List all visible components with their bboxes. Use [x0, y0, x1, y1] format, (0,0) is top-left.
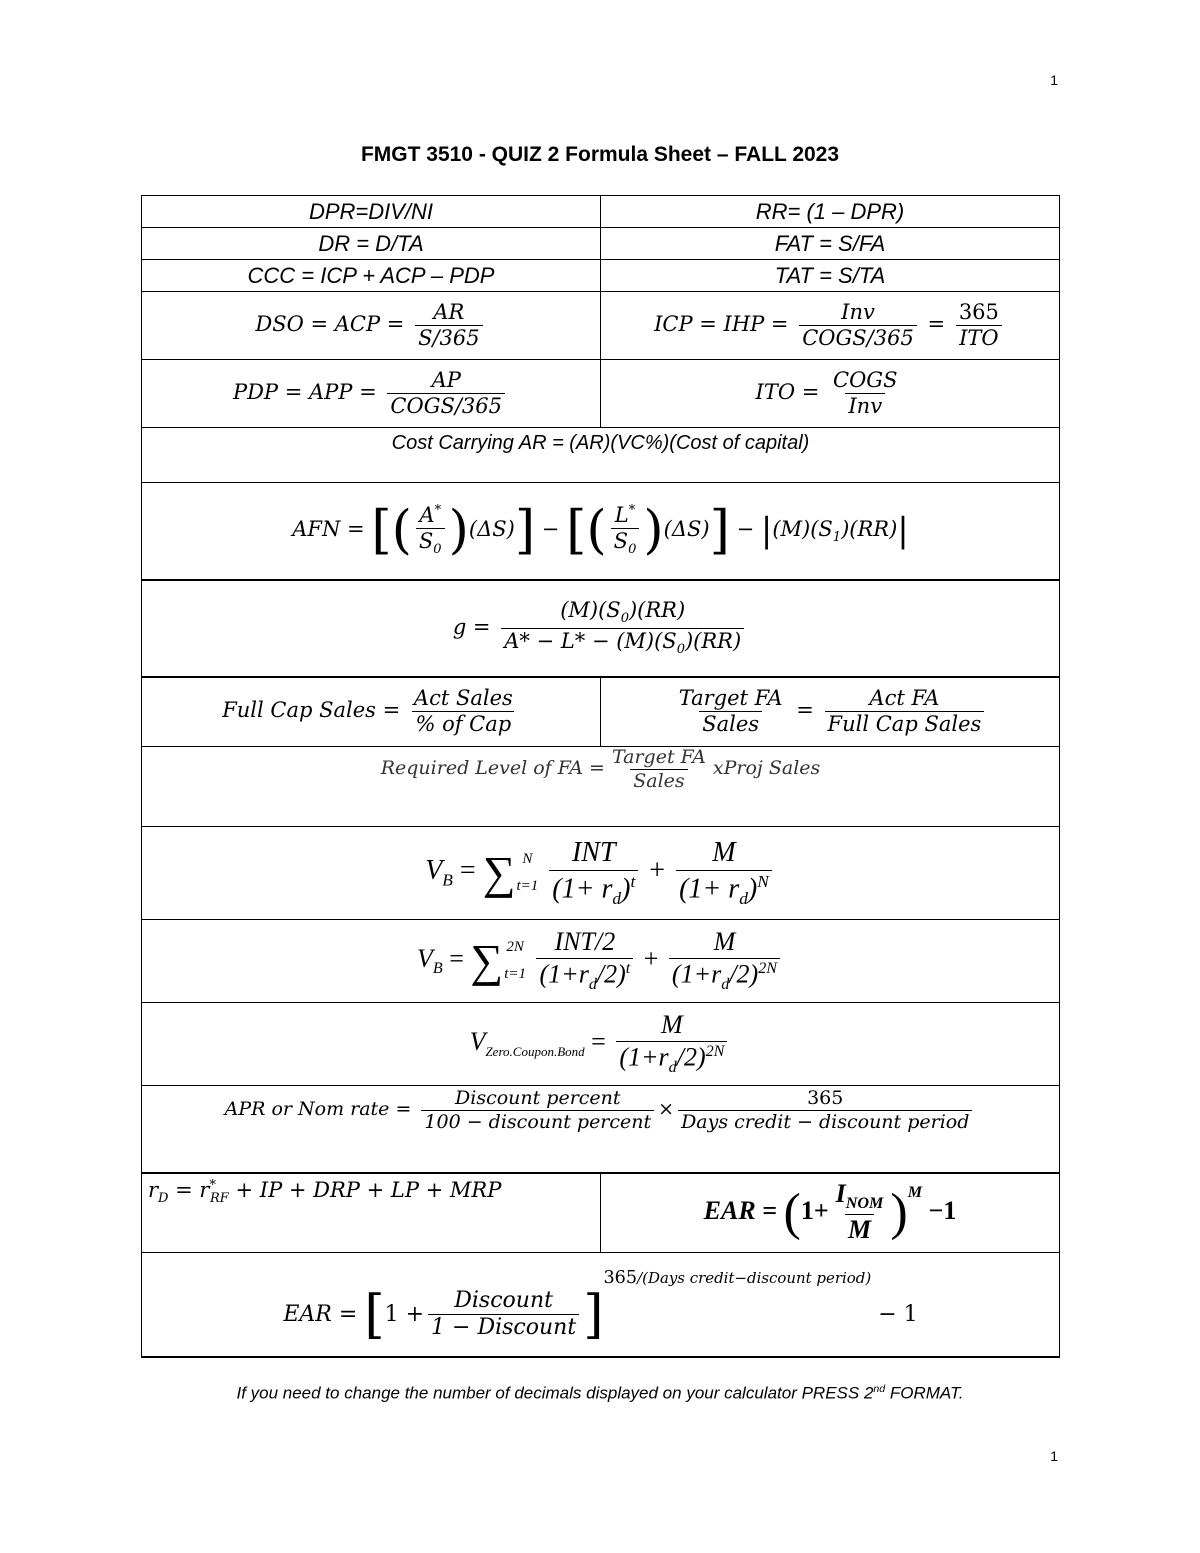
apr-fraction-1: [421, 1088, 654, 1133]
vb-annual-sigma-bottom: t=1: [516, 878, 539, 894]
dr-cell: [142, 228, 601, 260]
target-fa-numerator: Target FA: [678, 686, 783, 711]
ear-discount-bracket-open: [: [364, 1284, 385, 1345]
afn-bar-close: |: [897, 510, 909, 551]
vb-annual-numerator-1: INT: [571, 837, 616, 869]
ccc-formula: CCC = ICP + ACP – PDP: [247, 262, 495, 288]
target-fa-denominator: Sales: [699, 711, 762, 736]
afn-l-fraction: [611, 504, 640, 558]
rr-formula: RR= (1 – DPR): [755, 198, 905, 224]
ccc-cell: [142, 260, 601, 292]
dr-formula: DR = D/TA: [318, 230, 424, 256]
apr-formula: [224, 1087, 977, 1133]
full-cap-numerator: Act Sales: [413, 686, 513, 711]
zero-coupon-equals: =: [591, 1026, 606, 1056]
icp-fraction-2: [956, 301, 1002, 350]
vb-annual-formula: [425, 837, 776, 908]
zero-coupon-cell: [142, 1003, 1060, 1086]
g-lhs: g =: [452, 614, 491, 639]
table-row: [142, 1253, 1060, 1357]
vb-annual-sigma-top: N: [522, 851, 533, 867]
vb-annual-v: $V_B$: [425, 855, 453, 891]
vb-semi-plus: +: [643, 943, 659, 973]
vb-semi-denominator-1: $(1+r_d/2)^t$: [536, 958, 633, 994]
table-row: [142, 580, 1060, 677]
afn-tail-sub: 1: [832, 530, 842, 546]
icp-numerator: Inv: [841, 299, 875, 324]
full-cap-fraction: [411, 687, 516, 736]
zero-coupon-numerator: M: [661, 1010, 683, 1040]
target-fa-cell: [601, 677, 1060, 747]
vb-annual-denominator-2: $(1+ r_d)^N$: [676, 870, 772, 908]
ito-formula: [755, 367, 905, 418]
ear-nom-tail: −1: [928, 1195, 957, 1225]
zero-coupon-formula: [469, 1010, 732, 1076]
afn-bracket-close-2: ]: [709, 500, 730, 561]
icp-lhs: ICP = IHP =: [654, 312, 789, 336]
afn-paren-close: ): [448, 500, 469, 561]
ear-nom-numerator: $I_{NOM}$: [835, 1179, 884, 1213]
afn-bracket-open: [(: [371, 500, 412, 561]
pdp-numerator: AP: [431, 367, 461, 392]
ear-discount-lhs: EAR =: [283, 1301, 358, 1327]
vb-semi-sigma-top: 2N: [506, 938, 524, 955]
apr-denominator-1: 100 − discount percent: [421, 1110, 654, 1133]
afn-minus-2: −: [736, 517, 755, 542]
dpr-formula: DPR=DIV/NI: [308, 198, 434, 224]
afn-a-denominator: $S_0$: [416, 528, 445, 558]
icp-cell: [601, 292, 1060, 360]
afn-bar-open: |: [760, 510, 773, 551]
ito-denominator: Inv: [845, 393, 885, 418]
icp-fraction: [799, 301, 917, 350]
table-row: [142, 920, 1060, 1003]
table-row: [142, 483, 1060, 580]
g-cell: [142, 580, 1060, 677]
icp-formula: [654, 299, 1006, 350]
required-fa-rhs: xProj Sales: [712, 757, 821, 780]
ear-discount-denominator: 1 − Discount: [428, 1314, 579, 1340]
apr-denominator-2: Days credit − discount period: [678, 1110, 972, 1133]
afn-bracket-close: ]: [514, 500, 536, 561]
dso-formula: [255, 299, 486, 350]
required-fa-formula: [380, 746, 821, 792]
vb-semi-numerator-2: M: [713, 927, 736, 957]
page-number-top: 1: [1050, 72, 1058, 88]
rd-formula: $r_D = r^*_{RF}$ + IP + DRP + LP + MRP: [148, 1177, 502, 1206]
afn-a-numerator: A*: [419, 502, 442, 527]
ito-numerator: COGS: [833, 367, 898, 392]
target-fa-fraction-2: [825, 687, 985, 736]
pdp-fraction: [387, 369, 505, 418]
table-row: [142, 1173, 1060, 1253]
table-row: [142, 360, 1060, 428]
sigma-icon: ∑: [470, 934, 504, 986]
target-fa-fraction: [676, 687, 786, 736]
ear-nom-lhs: EAR =: [703, 1195, 777, 1225]
ear-nom-denominator: M: [845, 1214, 874, 1245]
fat-formula: FAT = S/FA: [774, 230, 886, 256]
sigma-icon: ∑: [482, 847, 516, 898]
dpr-cell: [142, 196, 601, 228]
required-fa-fraction: [609, 747, 709, 792]
full-cap-formula: [222, 686, 520, 737]
calculator-footnote: If you need to change the number of decimals displayed on your calculator PRESS 2nd FORMAT.: [236, 1383, 964, 1403]
afn-a-fraction: [416, 504, 445, 558]
ear-discount-fraction: [428, 1289, 579, 1340]
vb-semi-equals: =: [449, 943, 464, 973]
vb-annual-denominator-1: $(1+ r_d)^t$: [549, 870, 638, 908]
icp-numerator-2: 365: [958, 299, 999, 324]
table-row: [142, 228, 1060, 260]
vb-semi-numerator-1: INT/2: [554, 927, 616, 957]
vb-semi-formula: [416, 927, 784, 993]
cost-carrying-formula: Cost Carrying AR = (AR)(VC%)(Cost of capital): [391, 432, 810, 454]
ear-nom-paren-close: ): [890, 1183, 908, 1241]
dso-fraction: [415, 301, 483, 350]
required-fa-cell: [142, 747, 1060, 827]
afn-l-numerator: L*: [614, 502, 636, 527]
rr-cell: [601, 196, 1060, 228]
g-denominator: $A* - L* - (M)(S_0)(RR)$: [501, 628, 744, 658]
target-fa-equals: =: [796, 698, 814, 723]
apr-lhs: APR or Nom rate =: [224, 1098, 412, 1121]
vb-annual-sum: [482, 847, 539, 898]
dso-numerator: AR: [433, 299, 465, 324]
required-fa-lhs: Required Level of FA =: [380, 757, 605, 780]
full-cap-lhs: Full Cap Sales =: [222, 698, 401, 723]
g-numerator: $(M)(S_0)(RR)$: [560, 598, 686, 627]
table-row: [142, 260, 1060, 292]
apr-numerator-2: 365: [807, 1087, 844, 1109]
ear-discount-formula: [283, 1267, 918, 1345]
full-cap-denominator: % of Cap: [412, 711, 514, 736]
required-fa-denominator: Sales: [630, 769, 687, 792]
g-fraction: [501, 599, 744, 657]
ear-nom-exponent: M: [907, 1183, 923, 1201]
apr-cell: [142, 1086, 1060, 1173]
table-row: [142, 1003, 1060, 1086]
icp-equals: =: [927, 312, 946, 336]
afn-cell: [142, 483, 1060, 580]
ito-fraction: [830, 369, 900, 418]
vb-annual-plus: +: [649, 855, 666, 887]
g-formula: [452, 598, 748, 657]
vb-semi-fraction-1: [536, 928, 633, 993]
page-number-bottom: 1: [1050, 1448, 1058, 1464]
afn-minus-1: −: [541, 517, 560, 542]
zero-coupon-denominator: $(1+r_d/2)^{2N}$: [616, 1041, 727, 1077]
afn-tail-end: )(RR): [841, 517, 898, 542]
table-row: [142, 1086, 1060, 1173]
ear-discount-numerator: Discount: [454, 1288, 553, 1314]
pdp-cell: [142, 360, 601, 428]
pdp-formula: [232, 367, 509, 418]
ear-discount-bracket-close: ]: [583, 1284, 604, 1345]
table-row: [142, 827, 1060, 920]
table-row: [142, 292, 1060, 360]
ear-discount-cell: [142, 1253, 1060, 1357]
afn-l-denominator: $S_0$: [611, 528, 640, 558]
full-cap-cell: [142, 677, 601, 747]
formula-table: [141, 195, 1060, 1358]
vb-annual-fraction-1: [549, 838, 638, 908]
apr-numerator-1: Discount percent: [455, 1087, 621, 1109]
vb-annual-cell: [142, 827, 1060, 920]
ear-nom-formula: [703, 1179, 957, 1245]
rd-cell: [142, 1173, 601, 1253]
ito-cell: [601, 360, 1060, 428]
cost-carrying-cell: [142, 428, 1060, 483]
table-row: [142, 428, 1060, 483]
ear-nom-cell: [601, 1173, 1060, 1253]
afn-formula: [292, 500, 909, 561]
fat-cell: [601, 228, 1060, 260]
vb-semi-cell: [142, 920, 1060, 1003]
ear-discount-one: 1 +: [384, 1301, 425, 1327]
tat-formula: TAT = S/TA: [774, 262, 886, 288]
tat-cell: [601, 260, 1060, 292]
target-fa-formula: [672, 686, 989, 737]
table-row: [142, 747, 1060, 827]
apr-times: ×: [658, 1098, 675, 1121]
ear-discount-exponent: 365/(Days credit−discount period): [603, 1267, 872, 1288]
apr-fraction-2: [678, 1088, 972, 1133]
table-row: [142, 677, 1060, 747]
ear-discount-tail: − 1: [878, 1301, 918, 1327]
vb-semi-sigma-bottom: t=1: [504, 965, 526, 982]
target-fa-numerator-2: Act FA: [869, 686, 940, 711]
ito-lhs: ITO =: [755, 380, 820, 404]
icp-denominator: COGS/365: [799, 325, 917, 350]
pdp-lhs: PDP = APP =: [232, 380, 377, 404]
afn-delta-2: (ΔS): [663, 517, 710, 542]
vb-semi-sum: [470, 934, 526, 986]
icp-denominator-2: ITO: [956, 325, 1002, 350]
ear-nom-one: 1+: [800, 1195, 829, 1225]
vb-annual-numerator-2: M: [712, 837, 736, 869]
target-fa-denominator-2: Full Cap Sales: [825, 711, 985, 736]
vb-semi-fraction-2: [669, 928, 780, 993]
vb-semi-v: $V_B$: [416, 943, 443, 978]
afn-delta-1: (ΔS): [468, 517, 515, 542]
zero-coupon-v: $V_{Zero.Coupon.Bond}$: [469, 1026, 585, 1060]
table-row: [142, 196, 1060, 228]
required-fa-numerator: Target FA: [611, 746, 706, 768]
vb-annual-fraction-2: [676, 838, 772, 908]
ear-nom-fraction: [833, 1180, 887, 1245]
dso-cell: [142, 292, 601, 360]
zero-coupon-fraction: [616, 1011, 727, 1076]
afn-tail: (M)(S: [772, 517, 833, 542]
vb-annual-equals: =: [459, 855, 476, 887]
pdp-denominator: COGS/365: [387, 393, 505, 418]
dso-denominator: S/365: [415, 325, 483, 350]
afn-bracket-open-2: [(: [566, 500, 607, 561]
sheet-title: FMGT 3510 - QUIZ 2 Formula Sheet – FALL 2023: [360, 143, 840, 166]
vb-semi-denominator-2: $(1+r_d/2)^{2N}$: [669, 958, 780, 994]
afn-lhs: AFN =: [292, 517, 365, 542]
ear-nom-paren-open: (: [783, 1183, 801, 1241]
dso-lhs: DSO = ACP =: [255, 312, 405, 336]
afn-paren-close-2: ): [643, 500, 664, 561]
